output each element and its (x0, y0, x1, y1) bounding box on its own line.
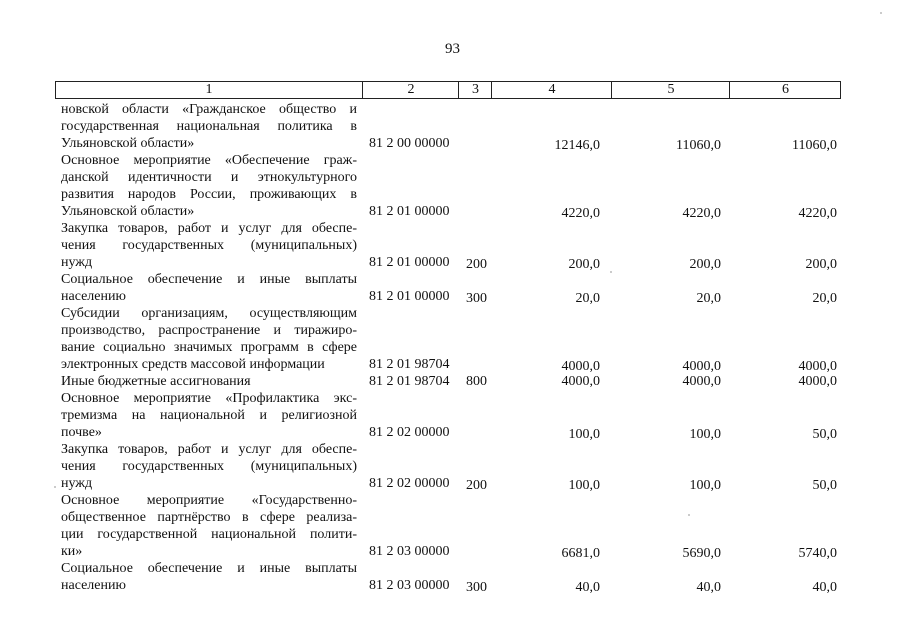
row-value-col5: 20,0 (696, 291, 721, 306)
row-description (61, 220, 357, 271)
row-value-col6: 50,0 (812, 478, 837, 493)
description-line: Закупка товаров, работ и услуг для обеспе- (61, 221, 357, 236)
row-description (61, 492, 357, 560)
row-description (61, 271, 357, 305)
row-value-col5: 200,0 (689, 257, 721, 272)
header-col-3: 3 (458, 82, 492, 98)
row-value-col4: 4220,0 (561, 206, 600, 221)
row-code: 81 2 02 00000 (369, 476, 450, 491)
row-expense-type: 200 (466, 257, 487, 272)
row-code: 81 2 01 00000 (369, 255, 450, 270)
scan-speck (688, 514, 690, 516)
header-col-4: 4 (491, 82, 612, 98)
row-description (61, 305, 357, 373)
header-col-1: 1 (205, 82, 213, 97)
row-value-col6: 50,0 (812, 427, 837, 442)
description-line: общественное партнёрство в сфере реализа- (61, 510, 357, 525)
description-line: нужд (61, 255, 93, 270)
header-col-2: 2 (362, 82, 459, 98)
description-line: тремизма на национальной и религиозной (61, 408, 357, 423)
row-code: 81 2 00 00000 (369, 136, 450, 151)
row-value-col5: 4220,0 (682, 206, 721, 221)
description-line: государственная национальная политика в (61, 119, 357, 134)
row-value-col4: 200,0 (568, 257, 600, 272)
row-value-col5: 40,0 (696, 580, 721, 595)
row-code: 81 2 03 00000 (369, 544, 450, 559)
scan-speck (880, 12, 882, 14)
row-description (61, 390, 357, 441)
row-code: 81 2 01 00000 (369, 289, 450, 304)
row-code: 81 2 01 98704 (369, 374, 450, 389)
row-value-col4: 20,0 (575, 291, 600, 306)
row-description (61, 560, 357, 594)
description-line: электронных средств массовой информации (61, 357, 325, 372)
row-description (61, 373, 357, 390)
description-line: Основное мероприятие «Государственно- (61, 493, 357, 508)
row-code: 81 2 03 00000 (369, 578, 450, 593)
description-line: данской идентичности и этнокультурного (61, 170, 357, 185)
description-line: Социальное обеспечение и иные выплаты (61, 272, 357, 287)
table-header (55, 81, 841, 99)
description-line: Социальное обеспечение и иные выплаты (61, 561, 357, 576)
row-value-col6: 20,0 (812, 291, 837, 306)
description-line: ции государственной национальной полити- (61, 527, 357, 542)
row-expense-type: 300 (466, 291, 487, 306)
description-line: новской области «Гражданское общество и (61, 102, 357, 117)
row-value-col6: 40,0 (812, 580, 837, 595)
row-value-col4: 100,0 (568, 478, 600, 493)
description-line: Основное мероприятие «Обеспечение граж- (61, 153, 357, 168)
description-line: производство, распространение и тиражиро- (61, 323, 357, 338)
description-line: чения государственных (муниципальных) (61, 238, 357, 253)
description-line: ки» (61, 544, 83, 559)
header-col-5: 5 (611, 82, 730, 98)
description-line: Ульяновской области» (61, 136, 195, 151)
row-value-col5: 11060,0 (676, 138, 721, 153)
row-value-col4: 6681,0 (561, 546, 600, 561)
description-line: развития народов России, проживающих в (61, 187, 357, 202)
row-value-col6: 4000,0 (798, 359, 837, 374)
row-value-col5: 100,0 (689, 427, 721, 442)
page-number: 93 (445, 41, 460, 57)
description-line: населению (61, 289, 126, 304)
row-expense-type: 200 (466, 478, 487, 493)
description-line: нужд (61, 476, 93, 491)
row-expense-type: 300 (466, 580, 487, 595)
row-value-col4: 4000,0 (561, 359, 600, 374)
description-line: Субсидии организациям, осуществляющим (61, 306, 357, 321)
row-value-col6: 4220,0 (798, 206, 837, 221)
row-value-col6: 200,0 (805, 257, 837, 272)
row-value-col4: 12146,0 (554, 138, 600, 153)
row-value-col4: 4000,0 (561, 374, 600, 389)
scan-speck (610, 271, 612, 273)
description-line: вание социально значимых программ в сфере (61, 340, 357, 355)
description-line: Закупка товаров, работ и услуг для обеспе- (61, 442, 357, 457)
row-value-col6: 5740,0 (798, 546, 837, 561)
description-line: Основное мероприятие «Профилактика экс- (61, 391, 357, 406)
row-code: 81 2 01 00000 (369, 204, 450, 219)
header-col-6: 6 (729, 82, 841, 98)
row-description (61, 152, 357, 220)
row-value-col6: 11060,0 (792, 138, 837, 153)
description-line: чения государственных (муниципальных) (61, 459, 357, 474)
row-value-col5: 4000,0 (682, 374, 721, 389)
row-value-col4: 40,0 (575, 580, 600, 595)
row-description (61, 101, 357, 152)
row-code: 81 2 02 00000 (369, 425, 450, 440)
row-expense-type: 800 (466, 374, 487, 389)
scan-speck (54, 486, 56, 488)
row-description (61, 441, 357, 492)
description-line: Ульяновской области» (61, 204, 195, 219)
description-line: населению (61, 578, 126, 593)
description-line: почве» (61, 425, 102, 440)
row-value-col5: 100,0 (689, 478, 721, 493)
description-line: Иные бюджетные ассигнования (61, 374, 251, 389)
row-value-col6: 4000,0 (798, 374, 837, 389)
row-value-col5: 5690,0 (682, 546, 721, 561)
row-value-col5: 4000,0 (682, 359, 721, 374)
row-value-col4: 100,0 (568, 427, 600, 442)
row-code: 81 2 01 98704 (369, 357, 450, 372)
